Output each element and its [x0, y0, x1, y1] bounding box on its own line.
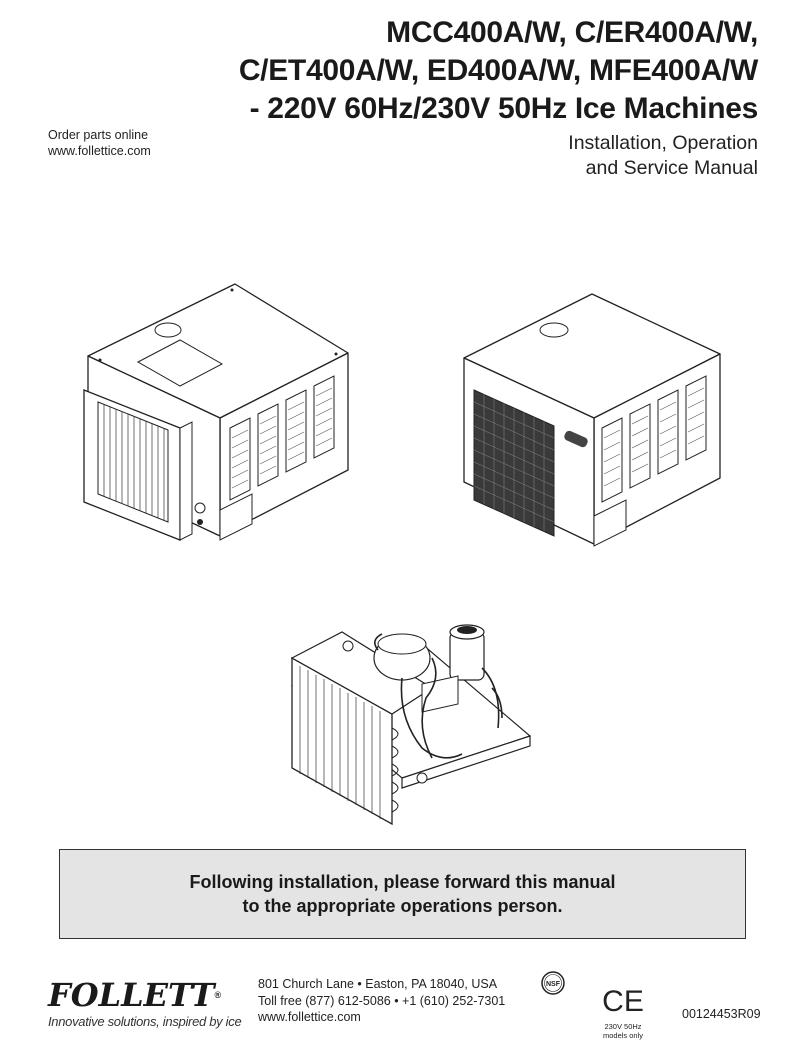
order-parts-label: Order parts online: [48, 128, 149, 142]
ice-machine-illustration-right: [460, 278, 730, 558]
document-number: 00124453R09: [682, 1007, 761, 1021]
address-line: 801 Church Lane • Easton, PA 18040, USA: [258, 977, 498, 991]
notice-line: Following installation, please forward this manual: [189, 872, 616, 892]
manual-title: [239, 14, 758, 128]
notice-line: to the appropriate operations person.: [242, 896, 563, 916]
order-parts-info: [48, 127, 151, 159]
ce-note-line: 230V 50Hz: [604, 1022, 642, 1031]
subtitle-line: Installation, Operation: [568, 132, 758, 154]
manual-subtitle: [568, 131, 758, 181]
nsf-mark-text: NSF: [546, 981, 560, 988]
ce-mark-text: CE: [602, 985, 644, 1018]
subtitle-line: and Service Manual: [585, 157, 758, 179]
logo-tagline: Innovative solutions, inspired by ice: [48, 1014, 242, 1029]
ce-note-line: models only: [603, 1031, 644, 1040]
phone-line: Toll free (877) 612-5086 • +1 (610) 252-7301: [258, 993, 506, 1008]
ce-mark-icon: [602, 985, 644, 1018]
follett-logo-wordmark: FOLLETT: [48, 976, 215, 1014]
nsf-certification-icon: [540, 970, 566, 996]
ce-mark: [603, 985, 643, 1040]
condensing-unit-illustration: [282, 618, 532, 833]
ce-note: [603, 1022, 643, 1040]
title-line: C/ET400A/W, ED400A/W, MFE400A/W: [238, 54, 758, 87]
registered-mark: ®: [214, 990, 222, 1000]
follett-logo: [48, 976, 242, 1029]
website-link[interactable]: www.follettice.com: [258, 1010, 361, 1024]
company-address: [258, 976, 505, 1026]
ice-machine-illustration-left: [80, 278, 360, 548]
title-line: MCC400A/W, C/ER400A/W,: [386, 16, 758, 49]
title-line: - 220V 60Hz/230V 50Hz Ice Machines: [249, 92, 758, 125]
order-parts-link[interactable]: www.follettice.com: [48, 144, 151, 158]
notice-box: [59, 849, 746, 939]
